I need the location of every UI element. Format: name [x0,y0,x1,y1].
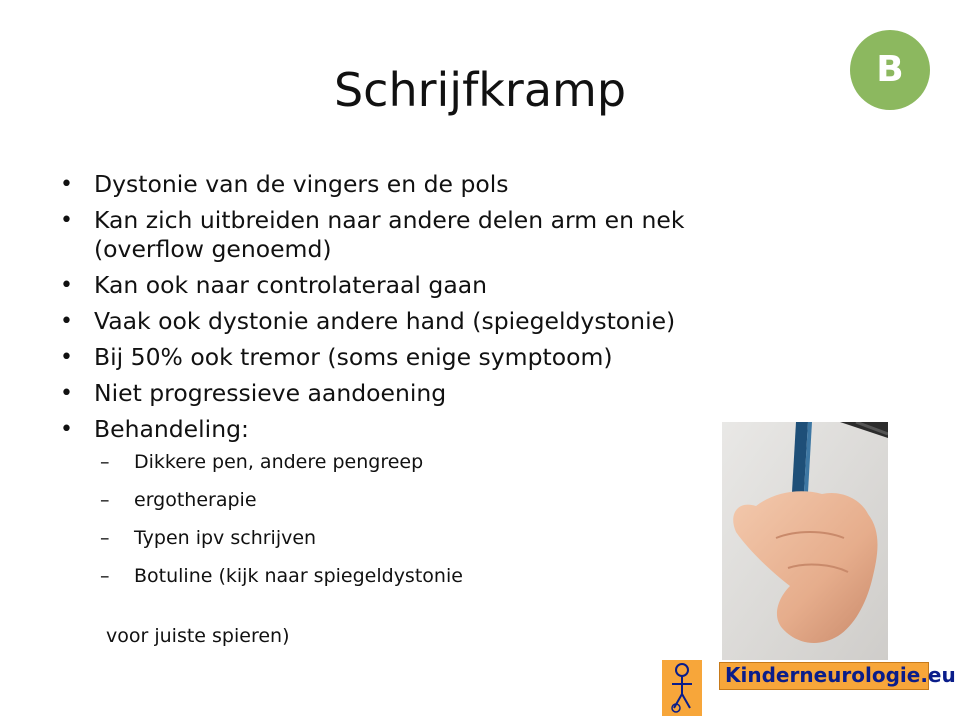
bullet-text: Behandeling: [94,415,249,443]
sub-bullet-continuation: voor juiste spieren) [106,625,290,647]
bullet-item [58,307,778,336]
slide-title: Schrijfkramp [333,63,627,117]
bullet-item [58,206,778,264]
hand-writing-photo [722,422,888,660]
bullet-text: Vaak ook dystonie andere hand (spiegeldystonie) [94,307,676,335]
bullet-item [58,379,778,408]
bullet-text: Niet progressieve aandoening [94,379,447,407]
logo-icon [662,660,702,716]
bullet-text: Kan zich uitbreiden naar andere delen arm en nek (overflow genoemd) [94,206,685,263]
bullet-text: Bij 50% ook tremor (soms enige symptoom) [94,343,613,371]
bullet-list [58,170,778,602]
dash-icon: – [100,451,110,473]
bullet-icon: • [60,381,73,406]
bullet-text: Kan ook naar controlateraal gaan [94,271,488,299]
sub-bullet-item [94,450,778,474]
sub-bullet-text: Botuline (kijk naar spiegeldystonie [134,565,463,587]
section-badge: B [850,30,930,110]
bullet-item [58,170,778,199]
bullet-item [58,415,778,588]
hand-writing-photo-illustration [722,422,888,660]
sub-bullet-item [94,488,778,512]
bullet-icon: • [60,309,73,334]
bullet-text: Dystonie van de vingers en de pols [94,170,509,198]
bullet-item [58,343,778,372]
child-figure-icon [662,660,702,716]
bullet-icon: • [60,208,73,233]
bullet-icon: • [60,417,73,442]
bullet-icon: • [60,345,73,370]
dash-icon: – [100,489,110,511]
bullet-icon: • [60,273,73,298]
sub-bullet-text: ergotherapie [134,489,257,511]
bullet-icon: • [60,172,73,197]
dash-icon: – [100,565,110,587]
sub-bullet-text: Typen ipv schrijven [134,527,317,549]
dash-icon: – [100,527,110,549]
sub-bullet-item [94,564,778,588]
sub-bullet-list [94,450,778,588]
logo-text: Kinderneurologie.eu [725,663,956,687]
sub-bullet-item [94,526,778,550]
bullet-item [58,271,778,300]
sub-bullet-text: Dikkere pen, andere pengreep [134,451,424,473]
